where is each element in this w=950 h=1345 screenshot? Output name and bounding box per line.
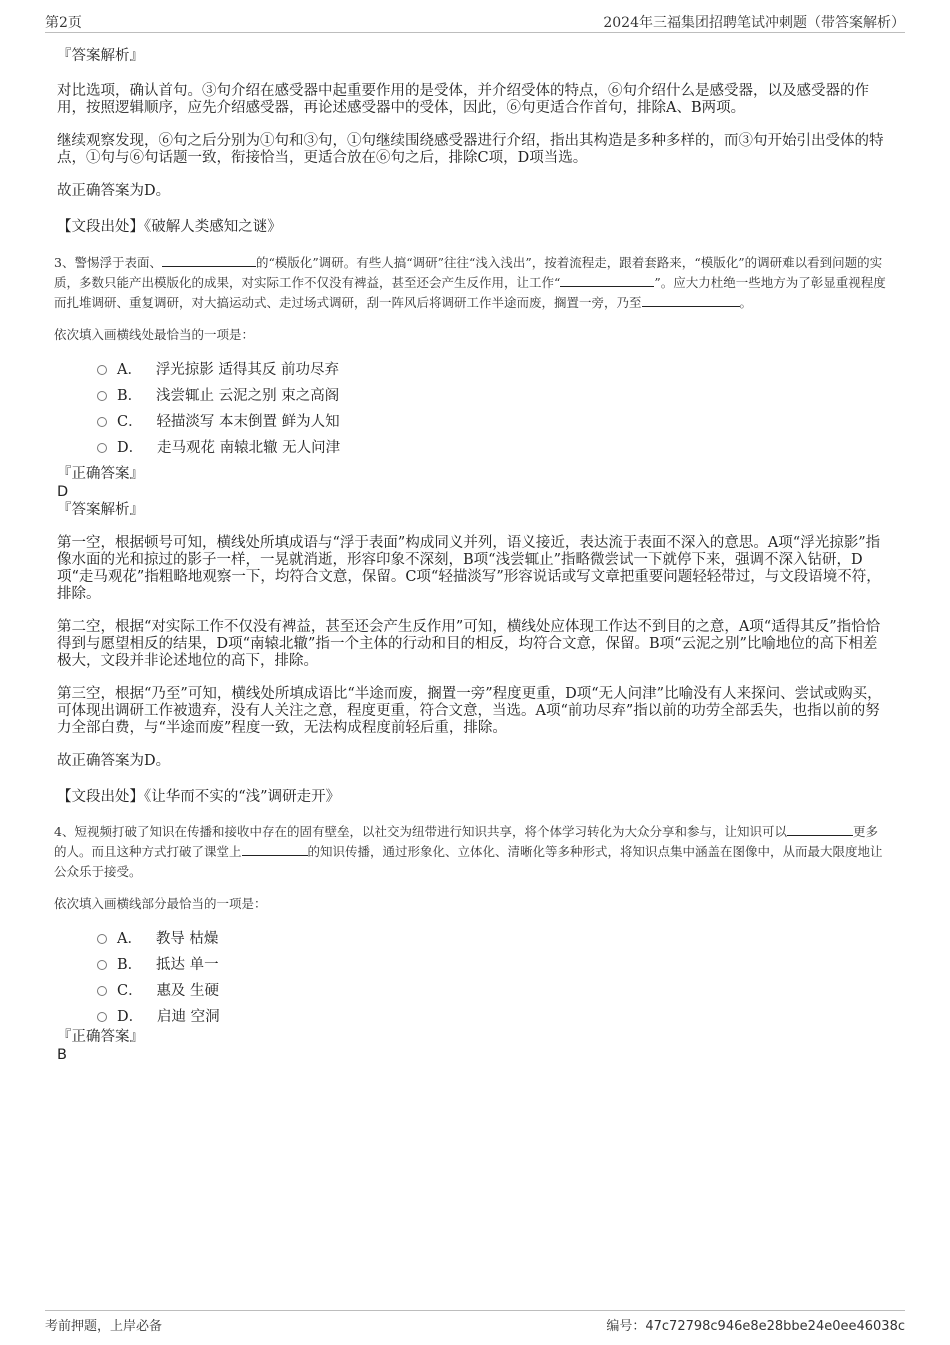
- q3-stem: [54, 253, 887, 313]
- q4-stem: [54, 822, 887, 882]
- option-text: 轻描淡写 本末倒置 鲜为人知: [156, 414, 340, 430]
- radio-icon[interactable]: [97, 960, 107, 970]
- q3-analysis-paragraph-1: 第一空，根据顿号可知，横线处所填成语与“浮于表面”构成同义并列，语义接近，表达流于表面不深入的意思。A项“浮光掠影”指像水面的光和掠过的影子一样，一晃就消逝，形容印象不深刻，B项“浅尝辄止”指略微尝试一下就停下来，强调不深入钻研，D项“走马观花”指粗略地观察一下，均符合文意，保留。C项“轻描淡写”形容说话或写文章把重要问题轻轻带过，与文段语境不符，排除。: [57, 535, 881, 602]
- option-letter: B．: [117, 957, 143, 973]
- option-text: 走马观花 南辕北辙 无人问津: [156, 440, 341, 456]
- q3-blank-1: [162, 254, 256, 267]
- option-letter: A．: [117, 931, 142, 947]
- radio-icon[interactable]: [97, 1012, 107, 1022]
- q2-analysis-paragraph-2: 继续观察发现，⑥句之后分别为①句和③句，①句继续围绕感受器进行介绍，指出其构造是多种多样的，而③句开始引出受体的特点，①句与⑥句话题一致，衔接恰当，更适合放在⑥句之后，排除C项，D项当选。: [57, 133, 884, 166]
- q4-option-c[interactable]: [97, 978, 887, 1004]
- q2-analysis-heading: 『答案解析』: [57, 48, 144, 64]
- q4-answer-heading: 『正确答案』: [57, 1029, 144, 1045]
- page-content: [54, 46, 887, 1064]
- q3-stem-part-3: ”。应大力杜绝一些地方为了彰显重视程度而扎堆调研、重复调研，对大搞运动式、走过场式调研，刮一阵风后将调研工作半途而废，搁置一旁，乃至: [54, 275, 886, 310]
- q4-stem-part-3: 的知识传播，通过形象化、立体化、清晰化等多种形式，将知识点集中涵盖在图像中，从而最大限度地让公众乐于接受。: [54, 844, 883, 879]
- radio-icon[interactable]: [97, 417, 107, 427]
- option-letter: C．: [117, 414, 143, 430]
- q2-analysis-paragraph-1: 对比选项，确认首句。③句介绍在感受器中起重要作用的是受体，并介绍受体的特点，⑥句介绍什么是感受器，以及感受器的作用，按照逻辑顺序，应先介绍感受器，再论述感受器中的受体，因此，⑥句更适合作首句，排除A、B两项。: [57, 83, 869, 116]
- document-code-label: 编号：: [606, 1319, 646, 1334]
- option-text: 惠及 生硬: [156, 983, 220, 999]
- q3-analysis-heading: 『答案解析』: [57, 502, 144, 518]
- q3-option-c[interactable]: [97, 409, 887, 435]
- q3-analysis-paragraph-2: 第二空，根据“对实际工作不仅没有裨益，甚至还会产生反作用”可知，横线处应体现工作达不到目的之意，A项“适得其反”指恰恰得到与愿望相反的结果，D项“南辕北辙”指一个主体的行动和目的相反，均符合文意，保留。B项“云泥之别”比喻地位的高下相差极大，文段并非论述地位的高下，排除。: [57, 619, 881, 669]
- q3-source: [57, 789, 887, 806]
- q2-source-label: 【文段出处】: [57, 219, 144, 235]
- q4-options: [97, 926, 887, 1030]
- q3-option-b[interactable]: [97, 383, 887, 409]
- q3-options: [97, 357, 887, 461]
- q3-stem-part-4: 。: [739, 295, 753, 310]
- q2-source: [57, 219, 887, 236]
- option-text: 启迪 空洞: [156, 1009, 220, 1025]
- q3-stem-part-2: 的“模版化”调研。有些人搞“调研”往往“浅入浅出”，按着流程走，跟着套路来，“模版化”的调研难以看到问题的实质，多数只能产出模版化的成果，对实际工作不仅没有裨益，甚至还会产生反作用，让工作“: [54, 255, 883, 290]
- option-letter: D．: [117, 1009, 144, 1025]
- page-footer: [45, 1310, 905, 1334]
- option-letter: C．: [117, 983, 143, 999]
- document-title: 2024年三福集团招聘笔试冲刺题（带答案解析）: [603, 15, 905, 31]
- option-text: 浅尝辄止 云泥之别 束之高阁: [155, 388, 340, 404]
- q3-option-d[interactable]: [97, 435, 887, 461]
- q4-prompt: 依次填入画横线部分最恰当的一项是：: [54, 896, 267, 911]
- q4-option-d[interactable]: [97, 1004, 887, 1030]
- document-code: [606, 1315, 905, 1334]
- q3-source-label: 【文段出处】: [57, 789, 144, 805]
- q3-answer: D: [57, 484, 69, 500]
- q4-option-a[interactable]: [97, 926, 887, 952]
- q4-blank-1: [787, 823, 853, 836]
- option-text: 抵达 单一: [155, 957, 219, 973]
- footer-slogan: 考前押题，上岸必备: [45, 1319, 163, 1334]
- radio-icon[interactable]: [97, 986, 107, 996]
- radio-icon[interactable]: [97, 443, 107, 453]
- option-letter: A．: [117, 362, 142, 378]
- q3-stem-part-1: 3、警惕浮于表面、: [54, 255, 162, 270]
- q4-stem-part-1: 4、短视频打破了知识在传播和接收中存在的固有壁垒，以社交为纽带进行知识共享，将个体学习转化为大众分享和参与，让知识可以: [54, 824, 787, 839]
- option-letter: B．: [117, 388, 143, 404]
- page-number: 第2页: [45, 15, 82, 31]
- q3-conclusion: 故正确答案为D。: [57, 753, 171, 769]
- q3-source-title: 《让华而不实的“浅”调研走开》: [144, 789, 341, 805]
- radio-icon[interactable]: [97, 934, 107, 944]
- radio-icon[interactable]: [97, 391, 107, 401]
- q4-blank-2: [242, 843, 308, 856]
- q2-conclusion: 故正确答案为D。: [57, 183, 171, 199]
- q2-source-title: 《破解人类感知之谜》: [144, 219, 282, 235]
- option-text: 浮光掠影 适得其反 前功尽弃: [155, 362, 340, 378]
- q4-answer: B: [57, 1047, 67, 1063]
- q3-answer-heading: 『正确答案』: [57, 466, 144, 482]
- q3-analysis-paragraph-3: 第三空，根据“乃至”可知，横线处所填成语比“半途而废，搁置一旁”程度更重，D项“无人问津”比喻没有人来探问、尝试或购买，可体现出调研工作被遗弃，没有人关注之意，程度更重，符合文意，当选。A项“前功尽弃”指以前的功劳全部丢失，也指以前的努力全部白费，与“半途而废”程度一致，无法构成程度前轻后重，排除。: [57, 686, 882, 736]
- option-letter: D．: [117, 440, 144, 456]
- q4-stem-part-2: 更多的人。而且这种方式打破了课堂上: [54, 824, 878, 859]
- q4-option-b[interactable]: [97, 952, 887, 978]
- q3-option-a[interactable]: [97, 357, 887, 383]
- option-text: 教导 枯燥: [155, 931, 219, 947]
- document-code-value: 47c72798c946e8e28bbe24e0ee46038c: [645, 1319, 905, 1334]
- page-header: [45, 12, 905, 33]
- q3-blank-3: [642, 294, 740, 307]
- q3-prompt: 依次填入画横线处最恰当的一项是：: [54, 327, 255, 342]
- q3-blank-2: [560, 274, 654, 287]
- radio-icon[interactable]: [97, 365, 107, 375]
